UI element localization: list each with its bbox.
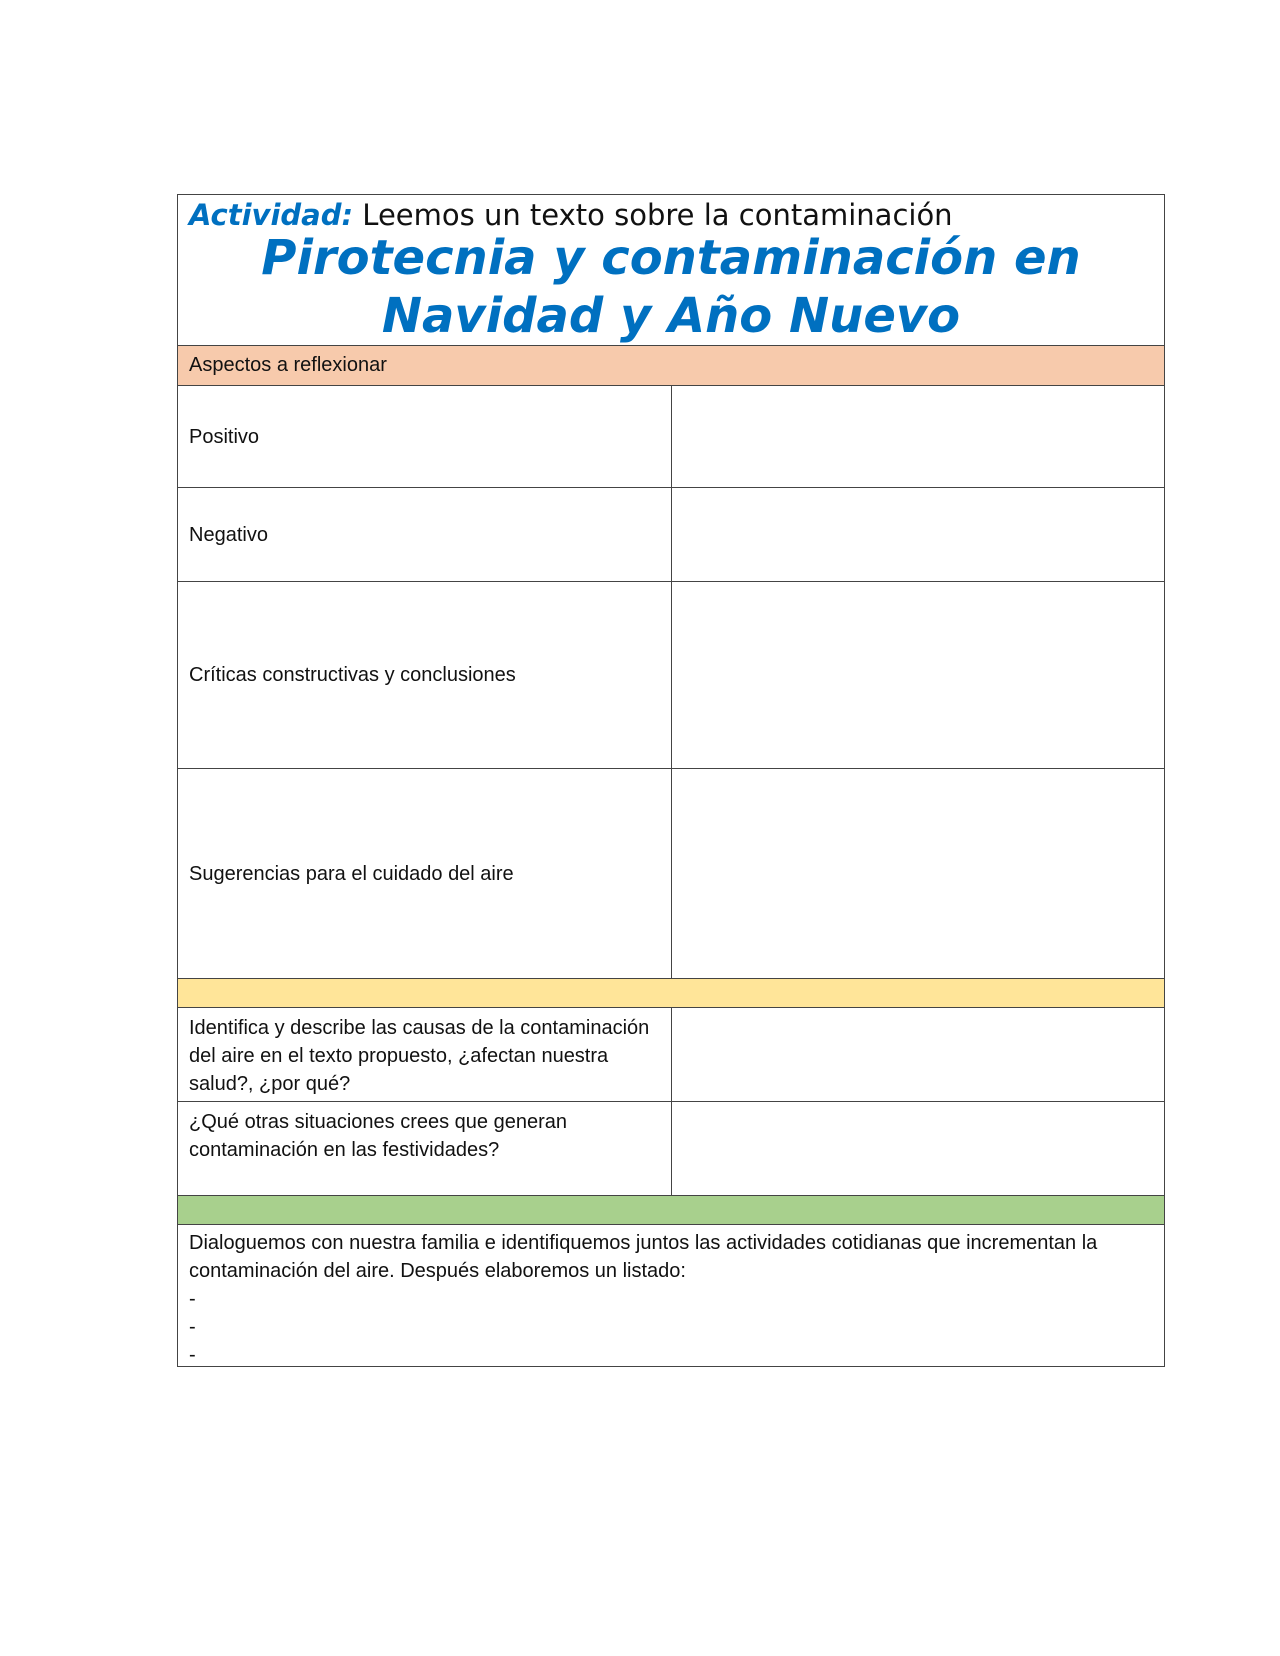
row-label-criticas: Críticas constructivas y conclusiones	[178, 582, 672, 768]
page-title	[178, 229, 1164, 345]
table-row-negativo	[178, 488, 1164, 582]
activity-text: Leemos un texto sobre la contaminación	[362, 198, 953, 232]
yellow-divider-band	[178, 979, 1164, 1008]
activity-label: Actividad:	[189, 198, 354, 232]
green-divider-band	[178, 1196, 1164, 1225]
table-row-identifica	[178, 1008, 1164, 1102]
family-instruction: Dialoguemos con nuestra familia e identifiquemos juntos las actividades cotidianas que incrementan la contaminación del aire. Después elaboremos un listado:	[189, 1232, 1098, 1282]
table-row-criticas	[178, 582, 1164, 769]
list-item: -	[189, 1316, 196, 1338]
title-line-1: Pirotecnia y contaminación en	[261, 230, 1081, 286]
table-row-positivo	[178, 386, 1164, 488]
family-activity-block[interactable]	[178, 1225, 1164, 1366]
row-label-identifica: Identifica y describe las causas de la contaminación del aire en el texto propuesto, ¿afectan nuestra salud?, ¿por qué?	[178, 1008, 672, 1101]
answer-cell-criticas[interactable]	[672, 582, 1164, 768]
table-row-sugerencias	[178, 769, 1164, 979]
worksheet-table	[177, 194, 1165, 1367]
worksheet-header	[178, 195, 1164, 346]
activity-line	[189, 198, 953, 232]
answer-cell-situaciones[interactable]	[672, 1102, 1164, 1195]
list-item: -	[189, 1344, 196, 1366]
answer-cell-positivo[interactable]	[672, 386, 1164, 487]
row-label-negativo: Negativo	[178, 488, 672, 581]
answer-cell-identifica[interactable]	[672, 1008, 1164, 1101]
row-label-positivo: Positivo	[178, 386, 672, 487]
answer-cell-negativo[interactable]	[672, 488, 1164, 581]
aspects-heading: Aspectos a reflexionar	[178, 346, 1164, 386]
list-item: -	[189, 1288, 196, 1310]
answer-cell-sugerencias[interactable]	[672, 769, 1164, 978]
title-line-2: Navidad y Año Nuevo	[381, 288, 961, 344]
row-label-situaciones: ¿Qué otras situaciones crees que generan contaminación en las festividades?	[178, 1102, 672, 1195]
row-label-sugerencias: Sugerencias para el cuidado del aire	[178, 769, 672, 978]
table-row-situaciones	[178, 1102, 1164, 1196]
